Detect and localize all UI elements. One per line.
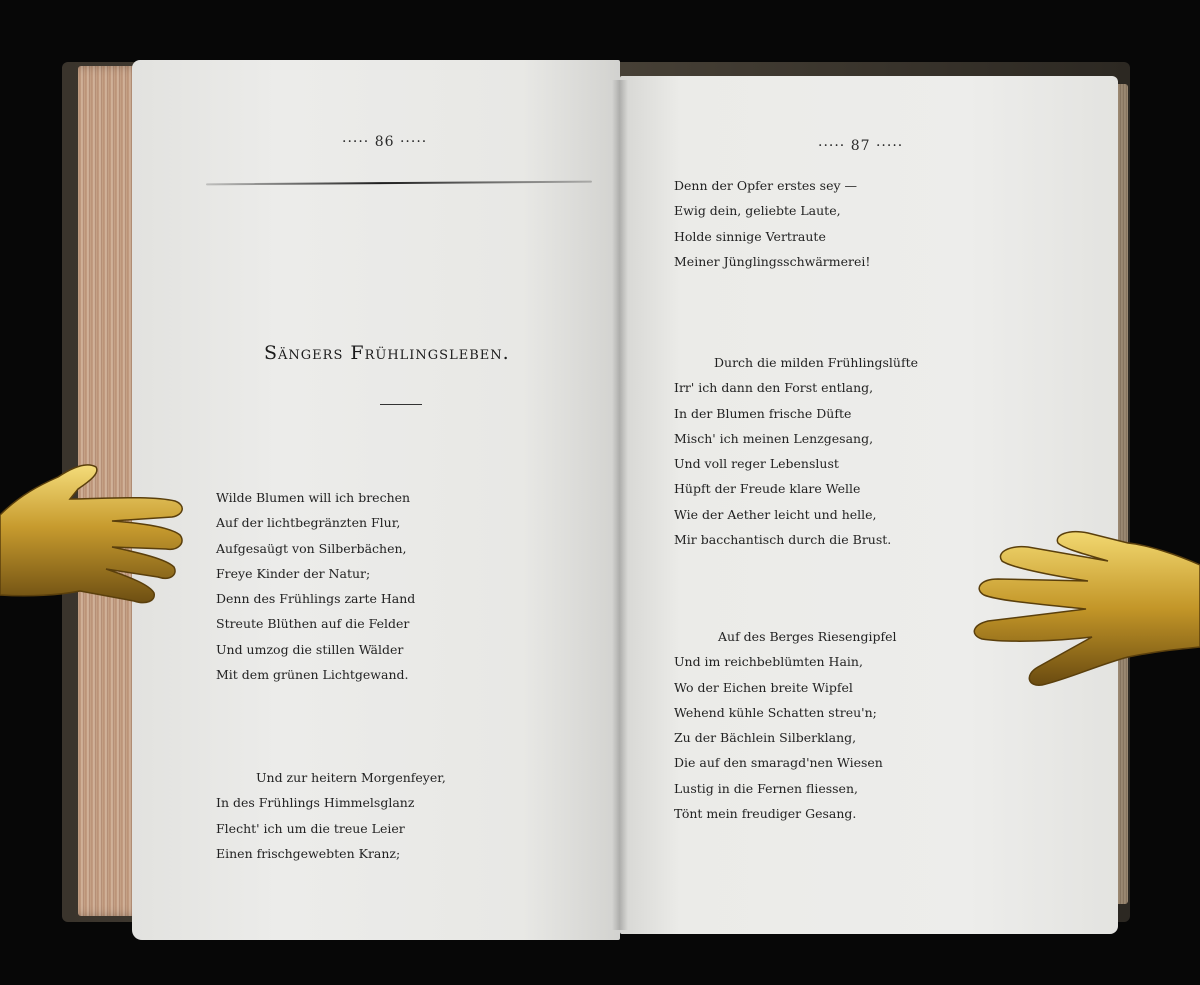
verse-line: Und zur heitern Morgenfeyer, (256, 770, 446, 785)
verse-line: Freye Kinder der Natur; (216, 565, 371, 581)
left-page-number (342, 134, 427, 150)
verse-line: Tönt mein freudiger Gesang. (674, 806, 857, 822)
verse-line: In des Frühlings Himmelsglanz (216, 795, 415, 811)
stanza-3 (674, 173, 870, 274)
verse-line: Hüpft der Freude klare Welle (674, 481, 861, 497)
page-number-dots: ····· (342, 134, 375, 150)
title-divider (380, 404, 422, 405)
verse-line: Auf der lichtbegränzten Flur, (216, 515, 401, 531)
verse-line: Streute Blüthen auf die Felder (216, 616, 410, 632)
verse-line: Und umzog die stillen Wälder (216, 641, 404, 657)
right-page-number-value: 87 (850, 138, 871, 154)
brass-hand-left-icon (0, 455, 192, 625)
verse-line: Einen frischgewebten Kranz; (216, 845, 401, 861)
verse-line: Lustig in die Fernen fliessen, (674, 780, 858, 796)
verse-line: In der Blumen frische Düfte (674, 405, 852, 421)
left-page-number-value: 86 (374, 134, 395, 150)
verse-line: Wo der Eichen breite Wipfel (674, 679, 853, 695)
verse-line: Meiner Jünglingsschwärmerei! (674, 253, 871, 269)
stanza-4 (674, 350, 918, 552)
verse-line: Mir bacchantisch durch die Brust. (674, 532, 892, 548)
verse-line: Holde sinnige Vertraute (674, 228, 826, 244)
verse-line: Denn der Opfer erstes sey — (674, 178, 858, 193)
right-page-number (818, 138, 903, 154)
left-page (132, 60, 620, 940)
verse-line: Die auf den smaragd'nen Wiesen (674, 755, 883, 771)
verse-line: Aufgesaügt von Silberbächen, (216, 540, 407, 556)
page-number-dots: ····· (394, 134, 428, 150)
verse-line: Irr' ich dann den Forst entlang, (674, 380, 874, 396)
verse-line: Durch die milden Frühlingslüfte (714, 355, 919, 370)
page-number-dots: ····· (818, 138, 851, 154)
verse-line: Flecht' ich um die treue Leier (216, 820, 405, 836)
verse-line: Wilde Blumen will ich brechen (216, 490, 411, 505)
verse-line: Und im reichbeblümten Hain, (674, 654, 863, 670)
poem-title: Sängers Frühlingsleben. (264, 342, 510, 364)
page-number-dots: ····· (870, 138, 904, 154)
verse-line: Misch' ich meinen Lenzgesang, (674, 430, 874, 446)
right-page (620, 76, 1118, 934)
header-rule (206, 181, 592, 186)
verse-line: Wehend kühle Schatten streu'n; (674, 704, 877, 720)
verse-line: Denn des Frühlings zarte Hand (216, 591, 416, 607)
verse-line: Ewig dein, geliebte Laute, (674, 203, 841, 219)
stanza-5 (674, 624, 897, 826)
verse-line: Wie der Aether leicht und helle, (674, 506, 877, 522)
verse-line: Mit dem grünen Lichtgewand. (216, 667, 409, 683)
stanza-1 (216, 485, 415, 687)
brass-hand-right-icon (968, 525, 1200, 700)
verse-line: Zu der Bächlein Silberklang, (674, 730, 857, 746)
verse-line: Und voll reger Lebenslust (674, 456, 839, 472)
book-gutter (612, 80, 628, 930)
stanza-2 (216, 765, 446, 866)
verse-line: Auf des Berges Riesengipfel (718, 629, 897, 644)
